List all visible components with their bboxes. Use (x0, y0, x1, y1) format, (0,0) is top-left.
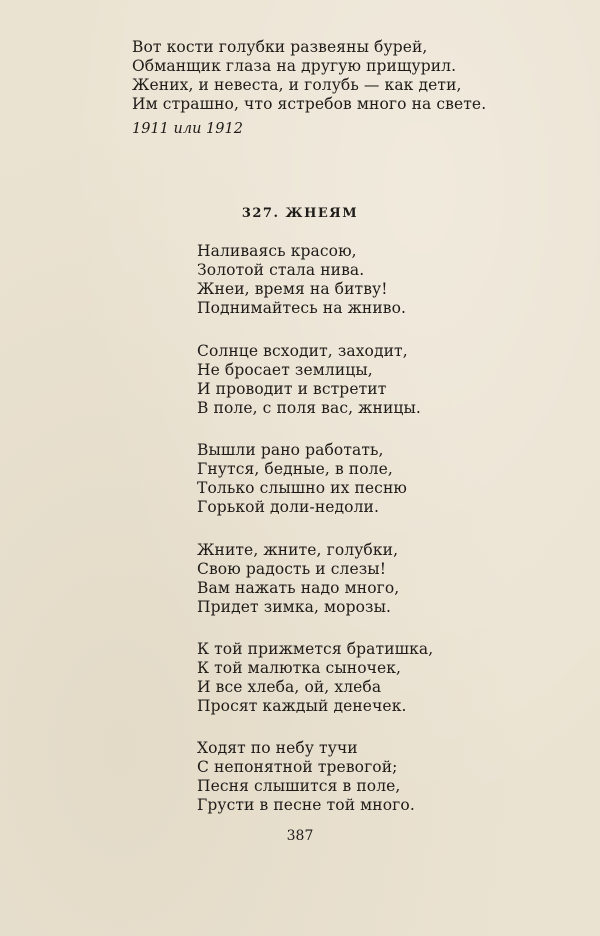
verse-line: Грусти в песне той много. (197, 796, 415, 814)
verse-line: Придет зимка, морозы. (197, 598, 392, 616)
verse-line: Ходят по небу тучи (197, 739, 358, 757)
verse-line: Жните, жните, голубки, (197, 541, 399, 559)
verse-line: Солнце всходит, заходит, (197, 342, 408, 360)
verse-line: Вышли рано работать, (197, 441, 384, 459)
verse-line: Свою радость и слезы! (197, 560, 387, 578)
poem-date: 1911 или 1912 (132, 121, 243, 137)
verse-line: Жених, и невеста, и голубь — как дети, (132, 76, 462, 94)
verse-line: К той прижмется братишка, (197, 640, 434, 658)
verse-line: Только слышно их песню (197, 479, 407, 497)
verse-line: Обманщик глаза на другую прищурил. (132, 57, 457, 75)
verse-line: Горькой доли-недоли. (197, 498, 380, 516)
stanza-3 (197, 441, 407, 517)
verse-line: В поле, с поля вас, жницы. (197, 399, 421, 417)
stanza-6 (197, 739, 415, 815)
poem-title: 327. ЖНЕЯМ (241, 206, 359, 221)
verse-line: Песня слышится в поле, (197, 777, 401, 795)
verse-line: Им страшно, что ястребов много на свете. (132, 95, 487, 113)
stanza-5 (197, 640, 433, 716)
verse-line: Наливаясь красою, (197, 242, 357, 260)
verse-line: Золотой стала нива. (197, 261, 365, 279)
verse-line: Вам нажать надо много, (197, 579, 400, 597)
stanza-4 (197, 541, 399, 617)
verse-line: Гнутся, бедные, в поле, (197, 460, 393, 478)
verse-line: Просят каждый денечек. (197, 697, 407, 715)
verse-line: И все хлеба, ой, хлеба (197, 678, 382, 696)
verse-line: Жнеи, время на битву! (197, 280, 388, 298)
verse-line: С непонятной тревогой; (197, 758, 398, 776)
stanza-1 (197, 242, 406, 318)
verse-line: К той малютка сыночек, (197, 659, 402, 677)
verse-line: Поднимайтесь на жниво. (197, 299, 407, 317)
stanza-2 (197, 342, 421, 418)
verse-line: И проводит и встретит (197, 380, 387, 398)
previous-poem-ending (132, 38, 486, 114)
verse-line: Не бросает землицы, (197, 361, 373, 379)
verse-line: Вот кости голубки развеяны бурей, (132, 38, 428, 56)
page-number: 387 (286, 828, 314, 844)
